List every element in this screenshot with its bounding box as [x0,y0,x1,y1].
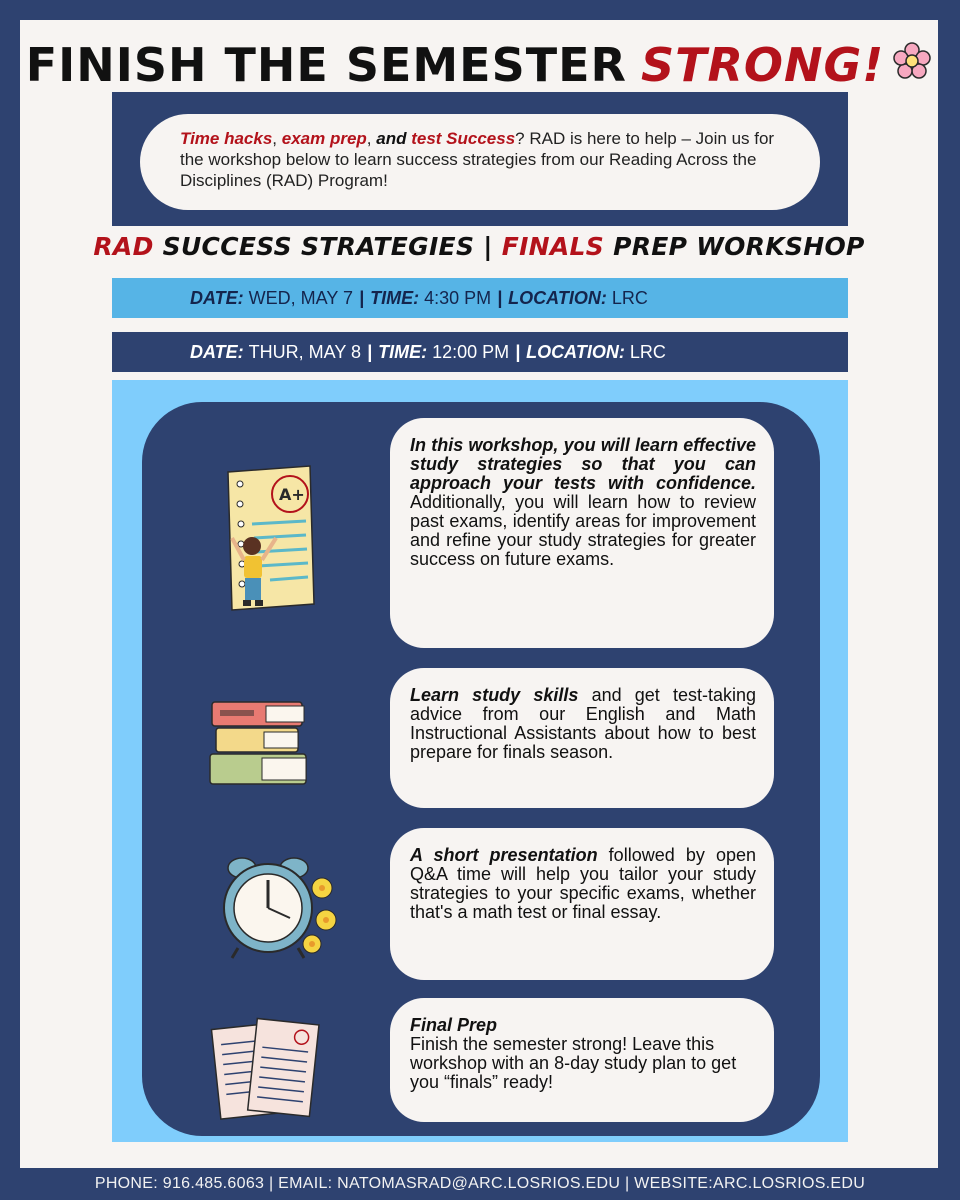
time-label: TIME: [378,341,428,362]
card-heading: Final Prep [410,1015,498,1035]
heading-prep-workshop: PREP WORKSHOP [604,232,865,261]
heading-success-strategies: SUCCESS STRATEGIES | [153,232,502,261]
session-row-1 [112,278,848,318]
info-card-workshop [390,418,774,648]
intro-sep: , [272,129,282,148]
flyer-sheet [20,20,938,1168]
card-text: and get test-taking advice from our English and Math Instructional Assistants about how to best prepare for finals season. [410,685,756,762]
card-emphasis: Learn study skills [410,685,579,705]
card-emphasis: A short presentation [410,845,598,865]
session-location: LRC [611,287,648,308]
papers-icon [208,1016,328,1131]
session-time: 12:00 PM [432,341,510,362]
contact-footer: PHONE: 916.485.6063 | EMAIL: NATOMASRAD@ARC.LOSRIOS.EDU | WEBSITE:ARC.LOSRIOS.EDU [94,1175,866,1192]
info-card-presentation [390,828,774,980]
session-date: THUR, MAY 8 [248,341,362,362]
card-text: Additionally, you will learn how to review past exams, identify areas for improvement and refine your study strategies for greater success on future exams. [410,492,756,569]
divider: | [359,287,365,308]
info-card-study-skills [390,668,774,808]
intro-highlight-exam-prep: exam prep [281,129,367,148]
divider: | [497,287,503,308]
location-label: LOCATION: [508,287,607,308]
page-title [20,30,938,100]
divider: | [515,341,521,362]
heading-rad: RAD [93,232,154,261]
time-label: TIME: [370,287,420,308]
card-text: Finish the semester strong! Leave this workshop with an 8-day study plan to get you “finals” ready! [410,1034,737,1092]
session-location: LRC [629,341,666,362]
title-accent: STRONG! [640,38,885,92]
flower-icon [892,38,932,92]
books-icon [206,696,316,797]
heading-finals: FINALS [501,232,605,261]
session-date: WED, MAY 7 [248,287,354,308]
intro-body: ? RAD is here to help – Join us for the workshop below to learn success strategies from our Reading Across the Disciplines (RAD) Program! [180,129,775,190]
svg-text:A+: A+ [279,485,305,504]
divider: | [367,341,373,362]
session-time: 4:30 PM [424,287,492,308]
intro-connector: and [376,129,407,148]
intro-sep: , [366,129,377,148]
location-label: LOCATION: [526,341,625,362]
card-emphasis: In this workshop, you will learn effective study strategies so that you can approach your tests with confidence. [410,435,756,493]
intro-highlight-test-success: test Success [411,129,516,148]
session-row-2 [112,332,848,372]
card-text: followed by open Q&A time will help you tailor your study strategies to your specific exams, whether that's a math test or final essay. [410,845,756,922]
intro-text [140,114,820,210]
date-label: DATE: [190,341,244,362]
intro-highlight-time-hacks: Time hacks [180,129,273,148]
student-paper-icon [210,464,330,619]
info-card-final-prep [390,998,774,1122]
workshop-heading [20,232,938,268]
alarm-clock-icon [208,848,348,965]
title-main: FINISH THE SEMESTER [25,38,627,92]
date-label: DATE: [190,287,244,308]
